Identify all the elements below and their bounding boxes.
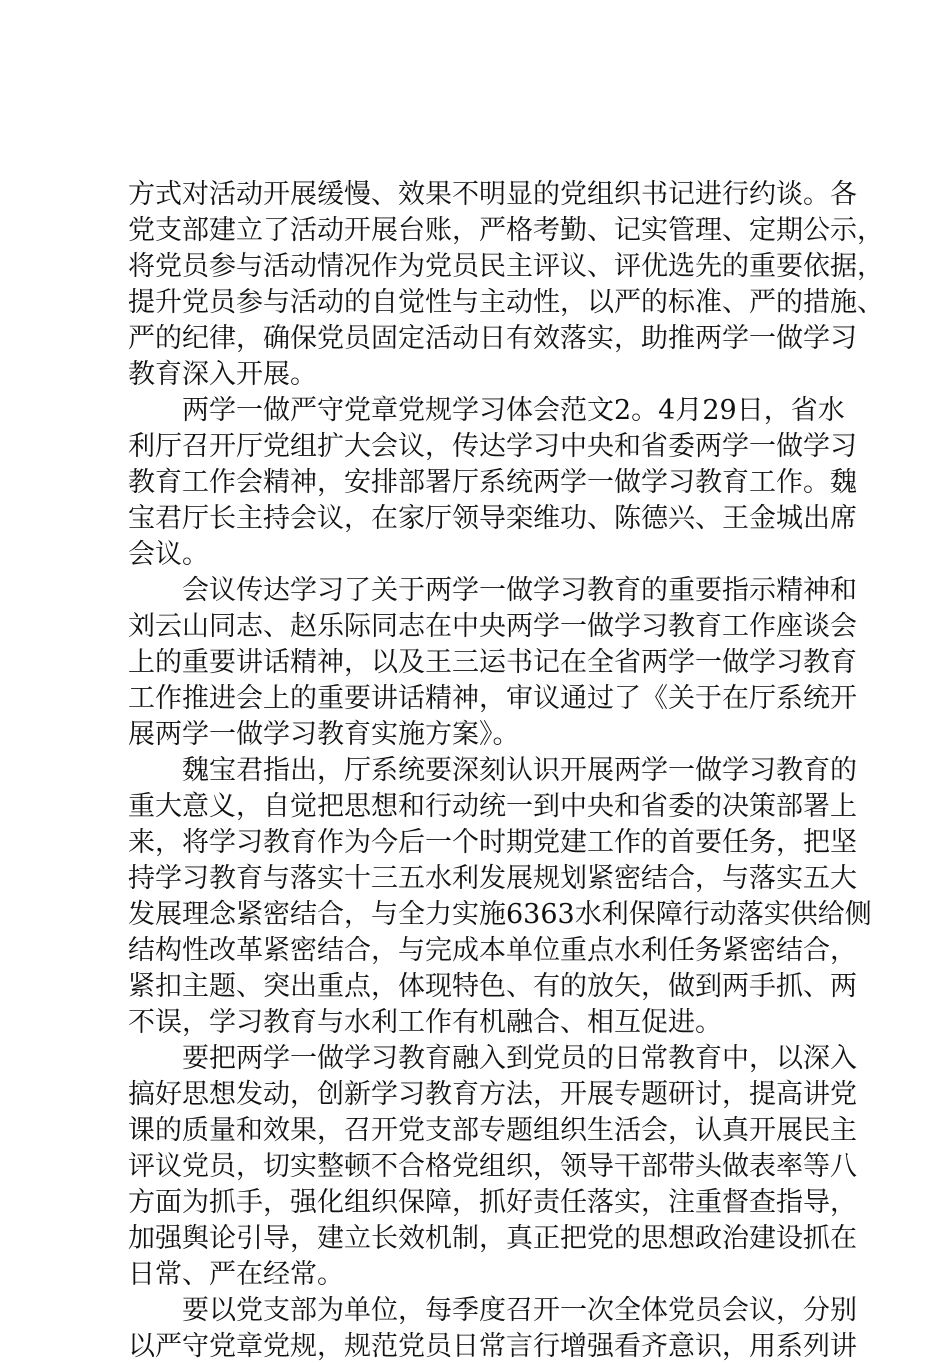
text-line: 方面为抓手，强化组织保障，抓好责任落实，注重督查指导， — [128, 1187, 857, 1218]
text-line: 宝君厅长主持会议，在家厅领导栾维功、陈德兴、王金城出席 — [128, 503, 857, 534]
text-line: 将党员参与活动情况作为党员民主评议、评优选先的重要依据， — [128, 251, 884, 282]
text-line: 教育工作会精神，安排部署厅系统两学一做学习教育工作。魏 — [128, 467, 857, 498]
text-line: 刘云山同志、赵乐际同志在中央两学一做学习教育工作座谈会 — [128, 611, 857, 642]
text-line: 方式对活动开展缓慢、效果不明显的党组织书记进行约谈。各 — [128, 179, 857, 210]
paragraph-first-line: 魏宝君指出，厅系统要深刻认识开展两学一做学习教育的 — [182, 755, 857, 786]
text-line: 工作推进会上的重要讲话精神，审议通过了《关于在厅系统开 — [128, 683, 857, 714]
text-line: 教育深入开展。 — [128, 359, 317, 390]
paragraph-first-line: 要以党支部为单位，每季度召开一次全体党员会议，分别 — [182, 1295, 857, 1326]
text-line: 日常、严在经常。 — [128, 1259, 344, 1290]
text-line: 紧扣主题、突出重点，体现特色、有的放矢，做到两手抓、两 — [128, 971, 857, 1002]
text-line: 提升党员参与活动的自觉性与主动性，以严的标准、严的措施、 — [128, 287, 884, 318]
text-line: 评议党员，切实整顿不合格党组织，领导干部带头做表率等八 — [128, 1151, 857, 1182]
paragraph-first-line: 两学一做严守党章党规学习体会范文2。4月29日，省水 — [182, 395, 845, 426]
text-line: 课的质量和效果，召开党支部专题组织生活会，认真开展民主 — [128, 1115, 857, 1146]
text-line: 以严守党章党规，规范党员日常言行增强看齐意识，用系列讲 — [128, 1331, 857, 1362]
text-line: 展两学一做学习教育实施方案》。 — [128, 719, 520, 750]
text-line: 会议。 — [128, 539, 209, 570]
text-line: 党支部建立了活动开展台账，严格考勤、记实管理、定期公示， — [128, 215, 884, 246]
text-line: 发展理念紧密结合，与全力实施6363水利保障行动落实供给侧 — [128, 899, 872, 930]
text-line: 搞好思想发动，创新学习教育方法，开展专题研讨，提高讲党 — [128, 1079, 857, 1110]
text-line: 持学习教育与落实十三五水利发展规划紧密结合，与落实五大 — [128, 863, 857, 894]
text-line: 上的重要讲话精神，以及王三运书记在全省两学一做学习教育 — [128, 647, 857, 678]
text-line: 重大意义，自觉把思想和行动统一到中央和省委的决策部署上 — [128, 791, 857, 822]
text-line: 加强舆论引导，建立长效机制，真正把党的思想政治建设抓在 — [128, 1223, 857, 1254]
text-line: 结构性改革紧密结合，与完成本单位重点水利任务紧密结合， — [128, 935, 857, 966]
paragraph-first-line: 要把两学一做学习教育融入到党员的日常教育中，以深入 — [182, 1043, 857, 1074]
text-line: 利厅召开厅党组扩大会议，传达学习中央和省委两学一做学习 — [128, 431, 857, 462]
text-line: 来，将学习教育作为今后一个时期党建工作的首要任务，把坚 — [128, 827, 857, 858]
paragraph-first-line: 会议传达学习了关于两学一做学习教育的重要指示精神和 — [182, 575, 857, 606]
text-line: 严的纪律，确保党员固定活动日有效落实，助推两学一做学习 — [128, 323, 857, 354]
text-line: 不误，学习教育与水利工作有机融合、相互促进。 — [128, 1007, 722, 1038]
